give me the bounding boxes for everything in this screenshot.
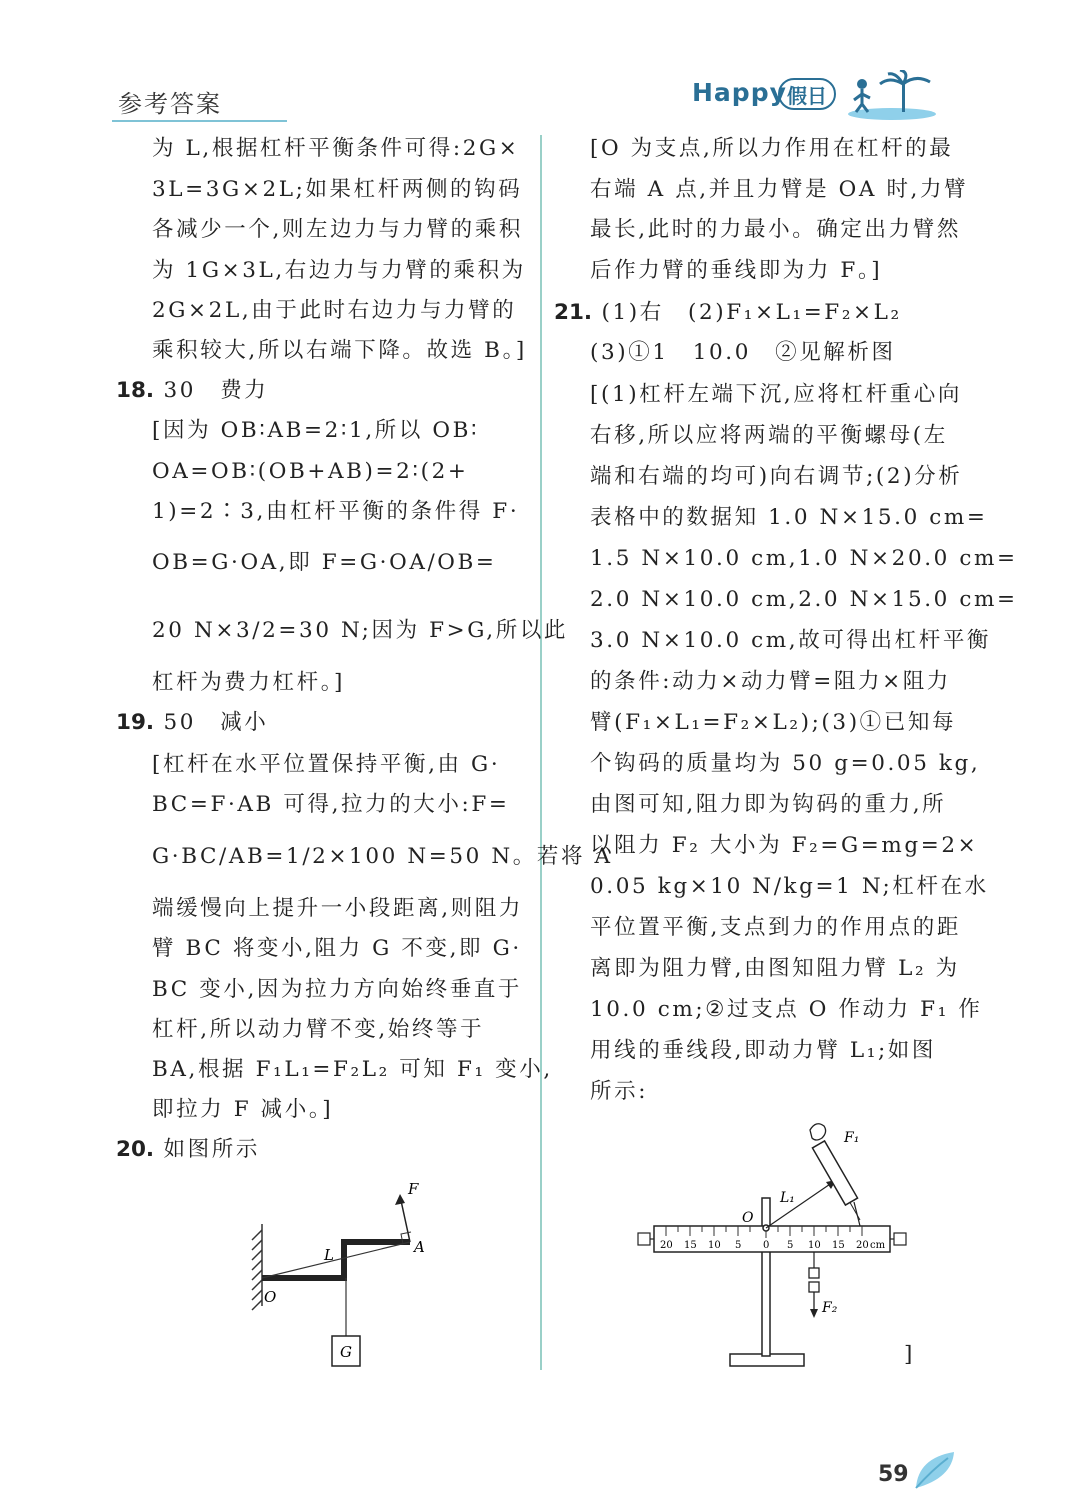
text-line: 臂(F₁×L₁=F₂×L₂);(3)①已知每 xyxy=(590,710,957,735)
text-line: 平位置平衡,支点到力的作用点的距 xyxy=(590,915,961,940)
text-line: (3)①1 10.0 ②见解析图 xyxy=(590,340,896,365)
text-line: 右移,所以应将两端的平衡螺母(左 xyxy=(590,423,948,448)
closing-bracket: ] xyxy=(904,1342,915,1367)
text-line: [(1)杠杆左端下沉,应将杠杆重心向 xyxy=(590,382,962,407)
label-F1: F₁ xyxy=(844,1130,860,1146)
text-line: 由图可知,阻力即为钩码的重力,所 xyxy=(590,792,947,817)
lever-arm-line xyxy=(262,1242,410,1278)
text-line: 所示: xyxy=(590,1079,649,1104)
text-line: 杠杆为费力杠杆。] xyxy=(152,670,346,695)
text-line: 表格中的数据知 1.0 N×15.0 cm= xyxy=(590,505,988,530)
label-A: A xyxy=(414,1238,425,1256)
label-O: O xyxy=(264,1288,277,1306)
header-rule xyxy=(112,120,287,122)
scale-hook xyxy=(854,1202,860,1226)
hook-weight-top xyxy=(809,1268,819,1278)
text-line: 3L=3G×2L;如果杠杆两侧的钩码 xyxy=(152,177,523,202)
text-line: 的条件:动力×动力臂=阻力×阻力 xyxy=(590,669,951,694)
question-18-answer: 18. 30 费力 xyxy=(116,378,269,403)
arrow-head-icon xyxy=(395,1194,405,1205)
page-number: 59 xyxy=(878,1462,909,1487)
question-number: 20. xyxy=(116,1137,155,1162)
text-line: [因为 OB∶AB=2∶1,所以 OB∶ xyxy=(152,418,480,443)
question-number: 19. xyxy=(116,710,155,735)
text-line: 10.0 cm;②过支点 O 作动力 F₁ 作 xyxy=(590,997,983,1022)
tick-label: 0 xyxy=(763,1240,770,1251)
text-line: 右端 A 点,并且力臂是 OA 时,力臂 xyxy=(590,177,969,202)
tick-label: 20 xyxy=(660,1240,673,1251)
label-F2: F₂ xyxy=(822,1300,838,1316)
arrow-head-icon xyxy=(810,1309,818,1318)
text-line: 臂 BC 将变小,阻力 G 不变,即 G· xyxy=(152,936,522,961)
brand-logo xyxy=(688,70,938,120)
stand-pole xyxy=(762,1198,770,1356)
question-number: 18. xyxy=(116,378,155,403)
text-line: [O 为支点,所以力作用在杠杆的最 xyxy=(590,136,954,161)
label-L: L xyxy=(324,1246,334,1264)
text-line: BA,根据 F₁L₁=F₂L₂ 可知 F₁ 变小, xyxy=(152,1057,553,1082)
tick-label: 5 xyxy=(787,1240,794,1251)
tick-label: 5 xyxy=(735,1240,742,1251)
text-line: 端缓慢向上提升一小段距离,则阻力 xyxy=(152,896,523,921)
tick-label: 10 xyxy=(808,1240,821,1251)
figure-20-lever-diagram xyxy=(240,1160,450,1375)
text-line: 端和右端的均可)向右调节;(2)分析 xyxy=(590,464,963,489)
label-O: O xyxy=(742,1210,754,1226)
wall-hatch xyxy=(252,1224,262,1310)
text-line: 即拉力 F 减小。] xyxy=(152,1097,334,1122)
hand-icon xyxy=(810,1124,826,1140)
brand-holiday-text: 假日 xyxy=(778,78,836,110)
tick-label: 15 xyxy=(832,1240,845,1251)
tick-label: 20 xyxy=(856,1240,869,1251)
text-line: 用线的垂线段,即动力臂 L₁;如图 xyxy=(590,1038,937,1063)
text-line: 最长,此时的力最小。确定出力臂然 xyxy=(590,217,961,242)
arm-L1-line xyxy=(766,1180,836,1228)
balance-nut-right xyxy=(890,1233,906,1245)
text-line: 2.0 N×10.0 cm,2.0 N×15.0 cm= xyxy=(590,587,1018,612)
figure-21-lever-experiment xyxy=(630,1118,910,1370)
text-line: 1)=2∶3,由杠杆平衡的条件得 F· xyxy=(152,499,520,524)
text-line: 个钩码的质量均为 50 g=0.05 kg, xyxy=(590,751,981,776)
text-line: 离即为阻力臂,由图知阻力臂 L₂ 为 xyxy=(590,956,960,981)
text-line: 1.5 N×10.0 cm,1.0 N×20.0 cm= xyxy=(590,546,1018,571)
tick-label: 15 xyxy=(684,1240,697,1251)
text-line: G·BC/AB=1/2×100 N=50 N。若将 A xyxy=(152,844,613,869)
column-divider xyxy=(540,135,542,1370)
leaf-icon xyxy=(912,1448,958,1492)
question-19-answer: 19. 50 减小 xyxy=(116,710,269,735)
question-21-answer: 21. (1)右 (2)F₁×L₁=F₂×L₂ xyxy=(554,300,902,325)
text-line: OB=G·OA,即 F=G·OA/OB= xyxy=(152,550,497,575)
text-line: 为 1G×3L,右边力与力臂的乘积为 xyxy=(152,258,526,283)
text-line: 2G×2L,由于此时右边力与力臂的 xyxy=(152,298,517,323)
text-line: [杠杆在水平位置保持平衡,由 G· xyxy=(152,752,501,777)
label-G: G xyxy=(340,1343,352,1361)
spring-scale xyxy=(812,1141,857,1205)
text-line: 各减少一个,则左边力与力臂的乘积 xyxy=(152,217,523,242)
question-20-answer: 20. 如图所示 xyxy=(116,1137,260,1162)
text-line: 以阻力 F₂ 大小为 F₂=G=mg=2× xyxy=(590,833,979,858)
text-line: 3.0 N×10.0 cm,故可得出杠杆平衡 xyxy=(590,628,992,653)
label-F: F xyxy=(408,1180,419,1198)
header-label: 参考答案 xyxy=(118,90,222,118)
text-line: BC=F·AB 可得,拉力的大小:F= xyxy=(152,792,510,817)
text-line: 后作力臂的垂线即为力 F。] xyxy=(590,258,883,283)
question-number: 21. xyxy=(554,300,593,325)
text-line: 为 L,根据杠杆平衡条件可得:2G× xyxy=(152,136,520,161)
balance-nut-left xyxy=(638,1233,654,1245)
text-line: 杠杆,所以动力臂不变,始终等于 xyxy=(152,1017,485,1042)
palm-island-icon xyxy=(840,70,936,120)
label-L1: L₁ xyxy=(780,1190,795,1206)
text-line: 20 N×3/2=30 N;因为 F>G,所以此 xyxy=(152,618,569,643)
text-line: BC 变小,因为拉力方向始终垂直于 xyxy=(152,977,523,1002)
text-line: 乘积较大,所以右端下降。故选 B。] xyxy=(152,338,527,363)
text-line: OA=OB∶(OB+AB)=2∶(2+ xyxy=(152,459,469,484)
brand-happy-text: Happy xyxy=(692,78,787,107)
tick-label: 10 xyxy=(708,1240,721,1251)
unit-label: cm xyxy=(870,1240,886,1251)
hook-weight-bottom xyxy=(809,1282,819,1292)
text-line: 0.05 kg×10 N/kg=1 N;杠杆在水 xyxy=(590,874,989,899)
